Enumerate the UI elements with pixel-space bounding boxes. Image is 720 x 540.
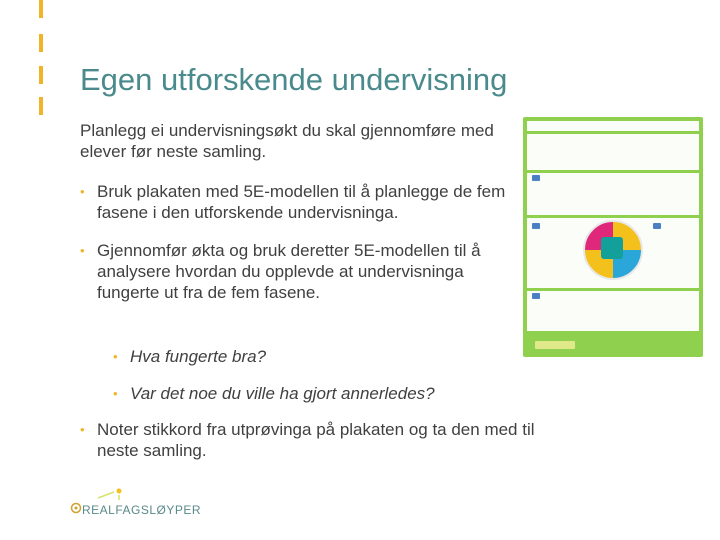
bullet-text: Noter stikkord fra utprøvinga på plakaten og ta den med til neste samling. <box>97 420 535 460</box>
poster-icon <box>653 223 661 229</box>
poster-wheel-center <box>601 237 623 259</box>
bullet-dot: • <box>113 386 118 401</box>
bullet-dot: • <box>80 243 85 258</box>
poster-footer-logo <box>535 341 575 349</box>
poster-band-2 <box>527 173 699 215</box>
slide-title: Egen utforskende undervisning <box>80 62 508 97</box>
bullet-dot: • <box>80 422 85 437</box>
poster-header-band <box>527 121 699 131</box>
flower-icon <box>72 504 81 513</box>
poster-5e-model <box>523 117 703 357</box>
sub-bullet-text: Hva fungerte bra? <box>130 347 267 366</box>
poster-band-1 <box>527 134 699 170</box>
intro-text: Planlegg ei undervisningsøkt du skal gjennomføre med elever før neste samling. <box>80 121 494 161</box>
sub-bullet-1 <box>113 346 530 367</box>
logo-text: REALFAGSLØYPER <box>82 503 202 517</box>
bullet-1 <box>80 181 537 223</box>
bullet-text: Bruk plakaten med 5E-modellen til å planlegge de fem fasene i den utforskende undervisninga. <box>97 182 506 222</box>
sub-bullet-text: Var det noe du ville ha gjort annerledes? <box>130 384 435 403</box>
bullet-dot: • <box>113 349 118 364</box>
bullet-dot: • <box>80 184 85 199</box>
bullet-text: Gjennomfør økta og bruk deretter 5E-modellen til å analysere hvordan du opplevde at undervisninga fungerte ut fra de fem fasene. <box>97 241 481 302</box>
bullet-2 <box>80 240 527 303</box>
bullet-3 <box>80 419 537 461</box>
sub-bullet-2 <box>113 383 530 404</box>
poster-band-4 <box>527 291 699 331</box>
poster-icon <box>532 293 540 299</box>
accent-bar-3 <box>39 66 43 84</box>
accent-bar-top <box>39 0 43 18</box>
accent-bar-2 <box>39 34 43 52</box>
accent-bar-4 <box>39 97 43 115</box>
poster-icon <box>532 175 540 181</box>
poster-icon <box>532 223 540 229</box>
